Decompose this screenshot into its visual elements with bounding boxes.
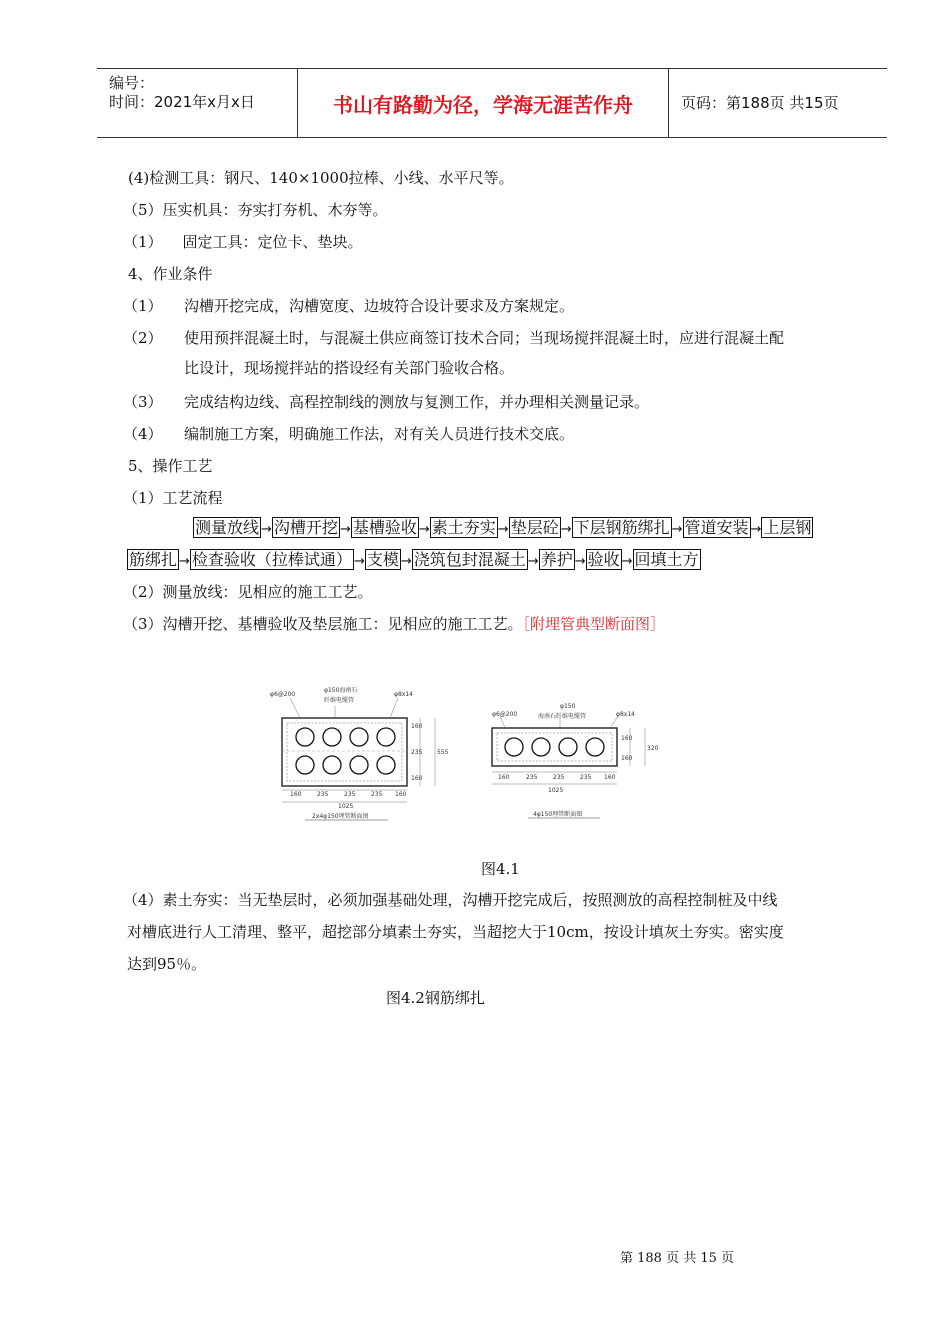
flow-arrow: → [179, 554, 190, 569]
flow-arrow: → [621, 554, 633, 569]
compaction-line-3: 达到95％。 [127, 955, 207, 973]
flow-step: 素土夯实 [431, 518, 496, 537]
flow-step: 垫层砼 [510, 518, 559, 537]
pipe-circle [350, 728, 368, 746]
tool-item-fix [123, 231, 363, 253]
header-meta-cell [97, 69, 298, 137]
excavation-line [123, 613, 665, 635]
pipe-circle [532, 738, 550, 756]
flow-step: 验收 [587, 550, 620, 569]
dim-h: 235 [344, 791, 356, 798]
leader-line [390, 698, 398, 718]
pipe-label-2: 纤维电缆管 [324, 697, 355, 704]
left-section-drawing [270, 686, 449, 820]
flow-step: 支模 [366, 550, 399, 569]
dim-v: 160 [411, 775, 423, 782]
dim-v: 160 [411, 723, 423, 730]
flow-arrow: → [560, 522, 572, 537]
condition-2-cont: 比设计，现场搅拌站的搭设经有关部门验收合格。 [184, 359, 515, 377]
flow-step: 上层钢 [763, 518, 812, 537]
pipe-circle [323, 756, 341, 774]
figure-4-1-caption: 图4.1 [481, 860, 520, 878]
pipe-circle [350, 756, 368, 774]
figure-4-2-caption: 图4.2钢筋绑扎 [386, 989, 485, 1007]
dim-h: 160 [290, 791, 302, 798]
right-pipes [505, 738, 604, 756]
section-drawing-link[interactable]: ［附埋管典型断面图］ [522, 615, 666, 633]
flow-arrow: → [261, 522, 272, 537]
header-page-cell [669, 69, 887, 137]
flow-arrow: → [497, 522, 509, 537]
pipe-circle [296, 756, 314, 774]
dim-total-v: 320 [647, 745, 659, 752]
item-number: （1） [123, 297, 163, 315]
flow-step: 管道安装 [684, 518, 749, 537]
dim-v: 235 [411, 749, 423, 756]
flow-arrow: → [400, 554, 412, 569]
dim-h: 235 [317, 791, 329, 798]
flow-arrow: → [671, 522, 683, 537]
flow-step: 下层钢筋绑扎 [573, 518, 670, 537]
pipe-label: φ150 [560, 703, 576, 710]
left-pipes [296, 728, 395, 774]
right-section-drawing [492, 703, 659, 818]
flow-step: 养护 [540, 550, 573, 569]
item-text: 固定工具：定位卡、垫块。 [182, 233, 363, 251]
survey-line: （2）测量放线：见相应的施工工艺。 [123, 583, 373, 601]
pipe-circle [377, 728, 395, 746]
process-flow-heading: （1）工艺流程 [123, 489, 223, 507]
dim-v: 160 [621, 755, 633, 762]
pipe-section-figure [260, 680, 670, 830]
serial-label: 编号： [109, 74, 155, 92]
page-header [97, 68, 887, 138]
dim-total: 1025 [548, 787, 564, 794]
dim-h: 235 [526, 774, 538, 781]
header-motto-cell [298, 69, 669, 137]
flow-arrow: → [339, 522, 351, 537]
drawing-title: 4φ150埋管断面图 [533, 811, 583, 818]
flow-step: 浇筑包封混凝土 [413, 550, 526, 569]
drawing-title: 2x4φ150埋管断面图 [312, 813, 369, 820]
flow-arrow: → [574, 554, 586, 569]
item-text: 沟槽开挖完成，沟槽宽度、边坡符合设计要求及方案规定。 [184, 297, 575, 315]
flow-arrow: → [527, 554, 539, 569]
flow-arrow: → [750, 522, 762, 537]
flow-step: 沟槽开挖 [273, 518, 338, 537]
item-number: （2） [123, 329, 163, 347]
bar-label: φ8x14 [394, 691, 413, 698]
item-number: （3） [123, 393, 163, 411]
item-text: 使用预拌混凝土时，与混凝土供应商签订技术合同；当现场搅拌混凝土时，应进行混凝土配 [184, 329, 785, 347]
dim-h: 235 [580, 774, 592, 781]
section-heading-5: 5、操作工艺 [128, 457, 213, 475]
page-code: 页码：第188页 共15页 [681, 94, 839, 112]
item-text: 编制施工方案，明确施工作法，对有关人员进行技术交底。 [184, 425, 575, 443]
dim-h: 160 [395, 791, 407, 798]
excavation-text: （3）沟槽开挖、基槽验收及垫层施工：见相应的施工工艺。 [123, 615, 523, 633]
pipe-circle [377, 756, 395, 774]
flow-step: 测量放线 [195, 518, 260, 537]
compaction-line-2: 对槽底进行人工清理、整平，超挖部分填素土夯实，当超挖大于10cm，按设计填灰土夯实。密实度 [127, 923, 784, 941]
flow-row-1 [193, 517, 813, 541]
leader-line [290, 698, 300, 718]
dim-total-v: 555 [437, 749, 449, 756]
flow-arrow: → [353, 554, 365, 569]
flow-step: 检查验收（拉棒试通） [191, 550, 352, 569]
flow-step: 回填土方 [634, 550, 699, 569]
dim-h: 160 [604, 774, 616, 781]
rebar-label: φ6@200 [492, 711, 518, 718]
flow-arrow: → [418, 522, 430, 537]
tool-item-5: （5）压实机具：夯实打夯机、木夯等。 [123, 201, 388, 219]
dim-h: 160 [498, 774, 510, 781]
motto: 书山有路勤为径，学海无涯苦作舟 [333, 93, 633, 117]
page-footer: 第 188 页 共 15 页 [620, 1251, 735, 1266]
item-text: 完成结构边线、高程控制线的测放与复测工作，并办理相关测量记录。 [184, 393, 650, 411]
pipe-circle [559, 738, 577, 756]
pipe-circle [505, 738, 523, 756]
dim-h: 235 [553, 774, 565, 781]
bar-label: φ8x14 [616, 711, 635, 718]
pipe-label-2: 海南石纤维电缆管 [538, 713, 587, 720]
flow-step: 筋绑扎 [129, 550, 178, 569]
pipe-circle [323, 728, 341, 746]
left-rebar-cage [287, 723, 402, 781]
right-rebar-cage [497, 733, 612, 761]
pipe-label: φ150海南石 [324, 687, 358, 694]
item-number: （4） [123, 425, 163, 443]
dim-v: 160 [621, 735, 633, 742]
flow-step: 基槽验收 [352, 518, 417, 537]
item-number: （1） [123, 233, 163, 251]
rebar-label: φ6@200 [270, 691, 296, 698]
dim-total: 1025 [338, 803, 354, 810]
tool-item-4: (4)检测工具：钢尺、140×1000拉棒、小线、水平尺等。 [128, 169, 514, 187]
compaction-line-1: （4）素土夯实：当无垫层时，必须加强基础处理，沟槽开挖完成后，按照测放的高程控制桩及中线 [123, 891, 778, 909]
pipe-circle [296, 728, 314, 746]
right-concrete-outline [492, 728, 617, 766]
section-heading-4: 4、作业条件 [128, 265, 213, 283]
time-label: 时间：2021年x月x日 [109, 93, 255, 111]
dim-h: 235 [371, 791, 383, 798]
pipe-circle [586, 738, 604, 756]
flow-row-2 [127, 549, 701, 573]
